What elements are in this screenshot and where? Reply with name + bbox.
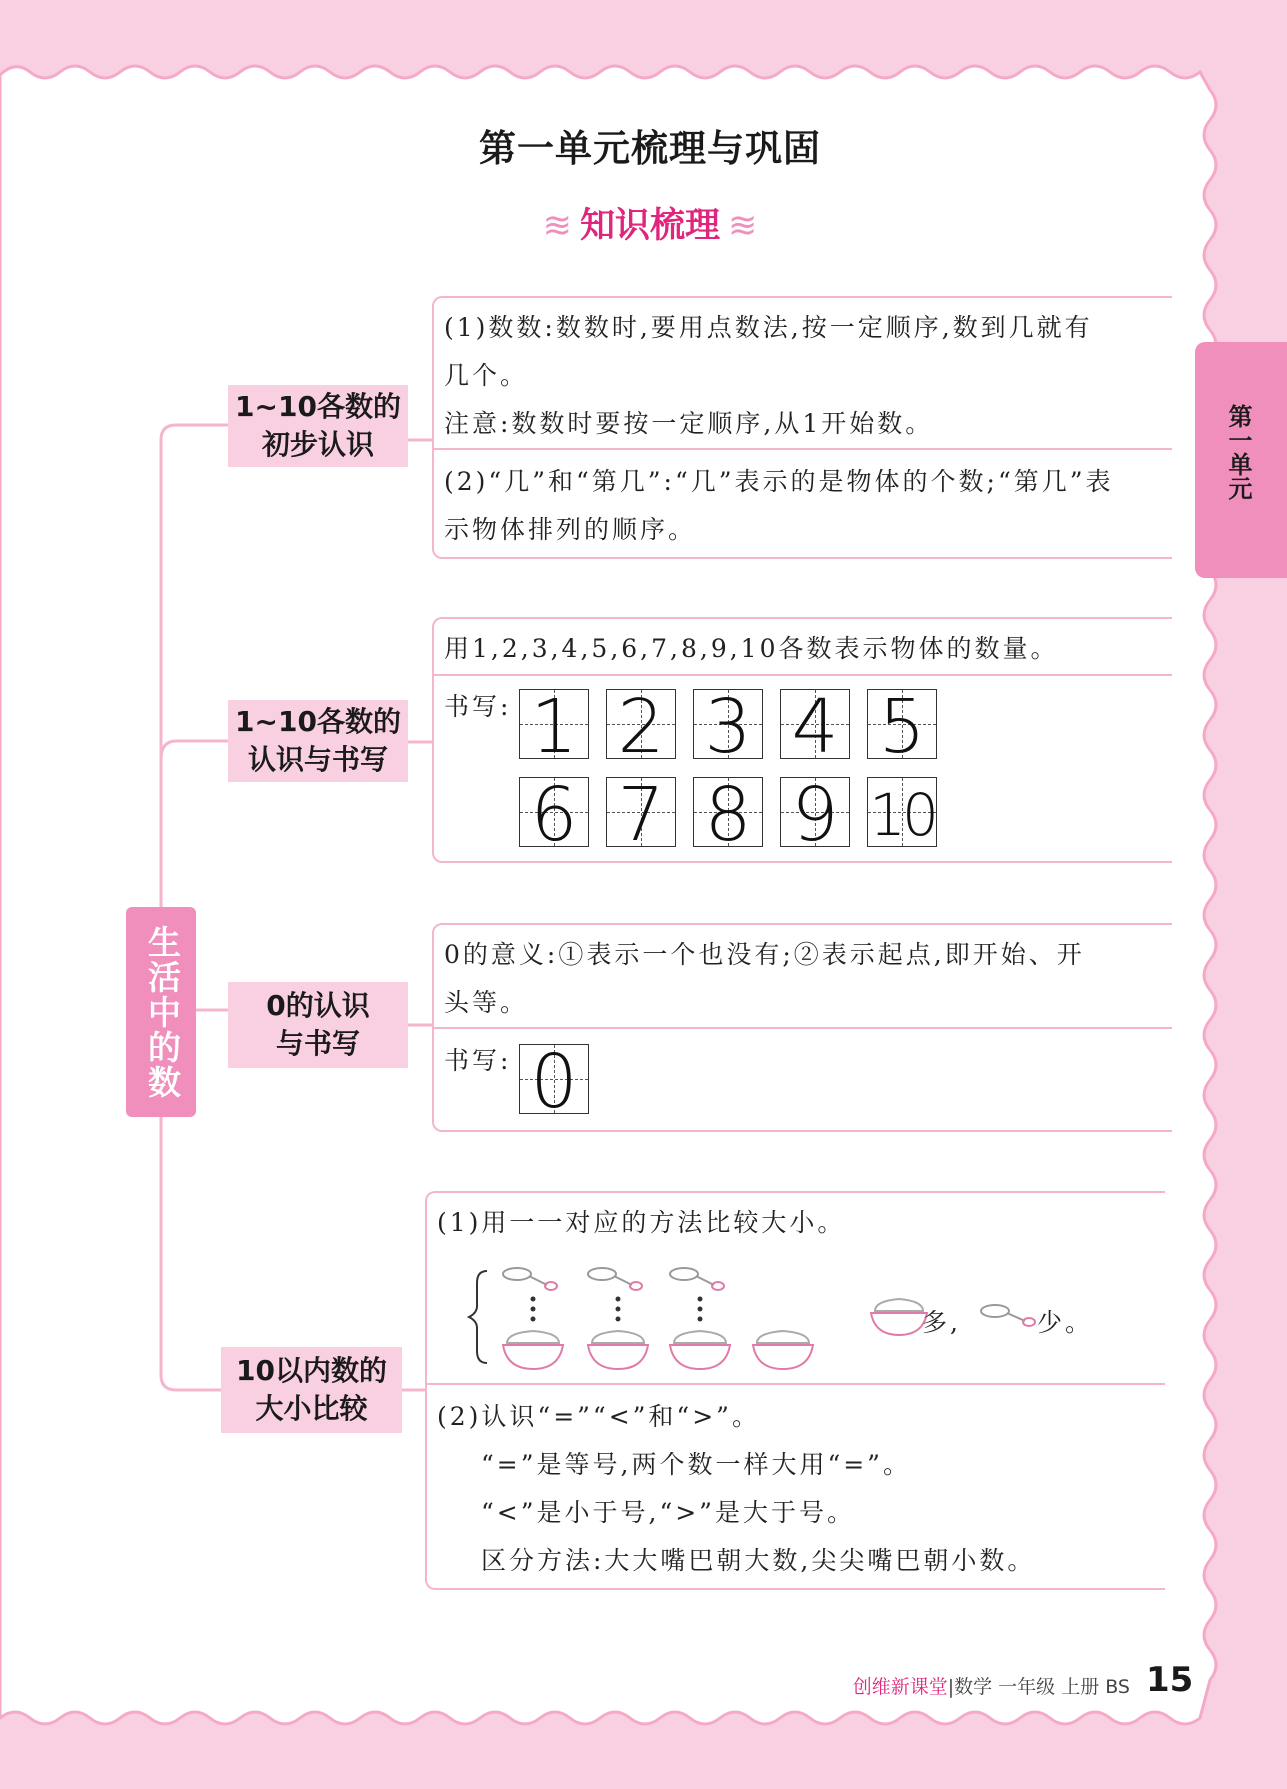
text-row: (2)认识“=”“<”和“>”。 bbox=[437, 1402, 760, 1431]
footer-book-info: 数学 一年级 上册 BS bbox=[954, 1676, 1130, 1698]
divider bbox=[434, 448, 1172, 450]
brace-icon bbox=[469, 1271, 487, 1363]
bowl-icon bbox=[871, 1299, 927, 1335]
bowl-icon bbox=[503, 1331, 563, 1369]
traced-digit: 10 bbox=[869, 781, 935, 849]
branch-node-3 bbox=[228, 982, 408, 1068]
writing-grid-cell bbox=[780, 772, 850, 858]
text-row: 几个。 bbox=[444, 361, 529, 390]
section-heading bbox=[0, 198, 1287, 248]
text-row: “=”是等号,两个数一样大用“=”。 bbox=[481, 1450, 911, 1479]
dotted-line-icon bbox=[531, 1297, 703, 1322]
unit-side-tab bbox=[1195, 342, 1287, 578]
unit-side-tab-label: 第一单元 bbox=[1224, 404, 1252, 500]
traced-digit: 1 bbox=[530, 684, 578, 770]
branch-node-1 bbox=[228, 385, 408, 467]
traced-digit: 3 bbox=[704, 684, 752, 770]
content-box-3 bbox=[432, 923, 1172, 1132]
branch-node-2 bbox=[228, 700, 408, 782]
branch-label-line1: 1~10各数的 bbox=[235, 390, 401, 423]
writing-grid-cell bbox=[606, 684, 676, 770]
writing-grid-cell bbox=[519, 1039, 589, 1125]
spoon-icon bbox=[670, 1268, 724, 1290]
writing-grid-cell bbox=[867, 777, 937, 847]
root-node: 生活中的数 bbox=[126, 907, 196, 1117]
traced-digit: 4 bbox=[791, 684, 839, 770]
text-row: 头等。 bbox=[444, 988, 529, 1017]
content-box-1 bbox=[432, 296, 1172, 559]
writing-label: 书写: bbox=[444, 692, 512, 721]
spoon-icon bbox=[588, 1268, 642, 1290]
text-row: 示物体排列的顺序。 bbox=[444, 515, 697, 544]
footer-brand: 创维新课堂 bbox=[852, 1676, 948, 1698]
wave-decoration-icon: ≋ bbox=[728, 206, 758, 246]
writing-grid-cell bbox=[519, 684, 589, 770]
writing-grid-cell bbox=[693, 684, 763, 770]
branch-label-line1: 0的认识 bbox=[266, 989, 370, 1022]
traced-digit: 7 bbox=[617, 772, 665, 858]
writing-grid-cell bbox=[867, 684, 937, 770]
spoon-icon bbox=[981, 1305, 1035, 1326]
writing-grid-cell bbox=[780, 684, 850, 770]
bowl-icon bbox=[588, 1331, 648, 1369]
text-row: (1)数数:数数时,要用点数法,按一定顺序,数到几就有 bbox=[444, 313, 1093, 342]
content-box-2 bbox=[432, 617, 1172, 863]
bowl-icon bbox=[753, 1331, 813, 1369]
text-row: “<”是小于号,“>”是大于号。 bbox=[481, 1498, 855, 1527]
text-row: (1)用一一对应的方法比较大小。 bbox=[437, 1208, 846, 1237]
bowl-icon bbox=[670, 1331, 730, 1369]
content-box-4 bbox=[425, 1191, 1165, 1590]
branch-label-line2: 与书写 bbox=[275, 1027, 360, 1060]
branch-label-line2: 初步认识 bbox=[261, 428, 374, 461]
traced-digit: 8 bbox=[704, 772, 752, 858]
less-label: 少。 bbox=[1037, 1308, 1094, 1337]
branch-node-4 bbox=[221, 1347, 402, 1433]
text-row: 0的意义:①表示一个也没有;②表示起点,即开始、开 bbox=[444, 940, 1085, 969]
text-row: 用1,2,3,4,5,6,7,8,9,10各数表示物体的数量。 bbox=[444, 634, 1059, 663]
writing-grid-cell bbox=[519, 772, 589, 858]
divider bbox=[434, 1027, 1172, 1029]
branch-label-line2: 大小比较 bbox=[255, 1392, 368, 1425]
page-title: 第一单元梳理与巩固 bbox=[479, 127, 821, 170]
page-number: 15 bbox=[1146, 1660, 1194, 1700]
traced-digit: 6 bbox=[530, 772, 578, 858]
footer-separator: | bbox=[947, 1676, 955, 1698]
writing-grid-cell bbox=[693, 772, 763, 858]
section-heading-text: 知识梳理 bbox=[579, 206, 720, 246]
divider bbox=[434, 674, 1172, 676]
traced-digit: 5 bbox=[878, 684, 926, 770]
text-row: 注意:数数时要按一定顺序,从1开始数。 bbox=[444, 409, 934, 438]
branch-label-line1: 1~10各数的 bbox=[235, 705, 401, 738]
traced-digit: 0 bbox=[530, 1039, 578, 1125]
branch-label-line1: 10以内数的 bbox=[236, 1354, 387, 1387]
writing-label: 书写: bbox=[444, 1046, 512, 1075]
branch-label-line2: 认识与书写 bbox=[247, 743, 388, 776]
more-label: 多, bbox=[922, 1308, 961, 1337]
traced-digit: 2 bbox=[617, 684, 665, 770]
wave-decoration-icon: ≋ bbox=[542, 206, 572, 246]
traced-digit: 9 bbox=[791, 772, 839, 858]
spoon-icon bbox=[503, 1268, 557, 1290]
footer-info bbox=[853, 1672, 1130, 1699]
text-row: 区分方法:大大嘴巴朝大数,尖尖嘴巴朝小数。 bbox=[481, 1546, 1036, 1575]
text-row: (2)“几”和“第几”:“几”表示的是物体的个数;“第几”表 bbox=[444, 467, 1114, 496]
writing-grid-cell bbox=[606, 772, 676, 858]
divider bbox=[427, 1383, 1165, 1385]
